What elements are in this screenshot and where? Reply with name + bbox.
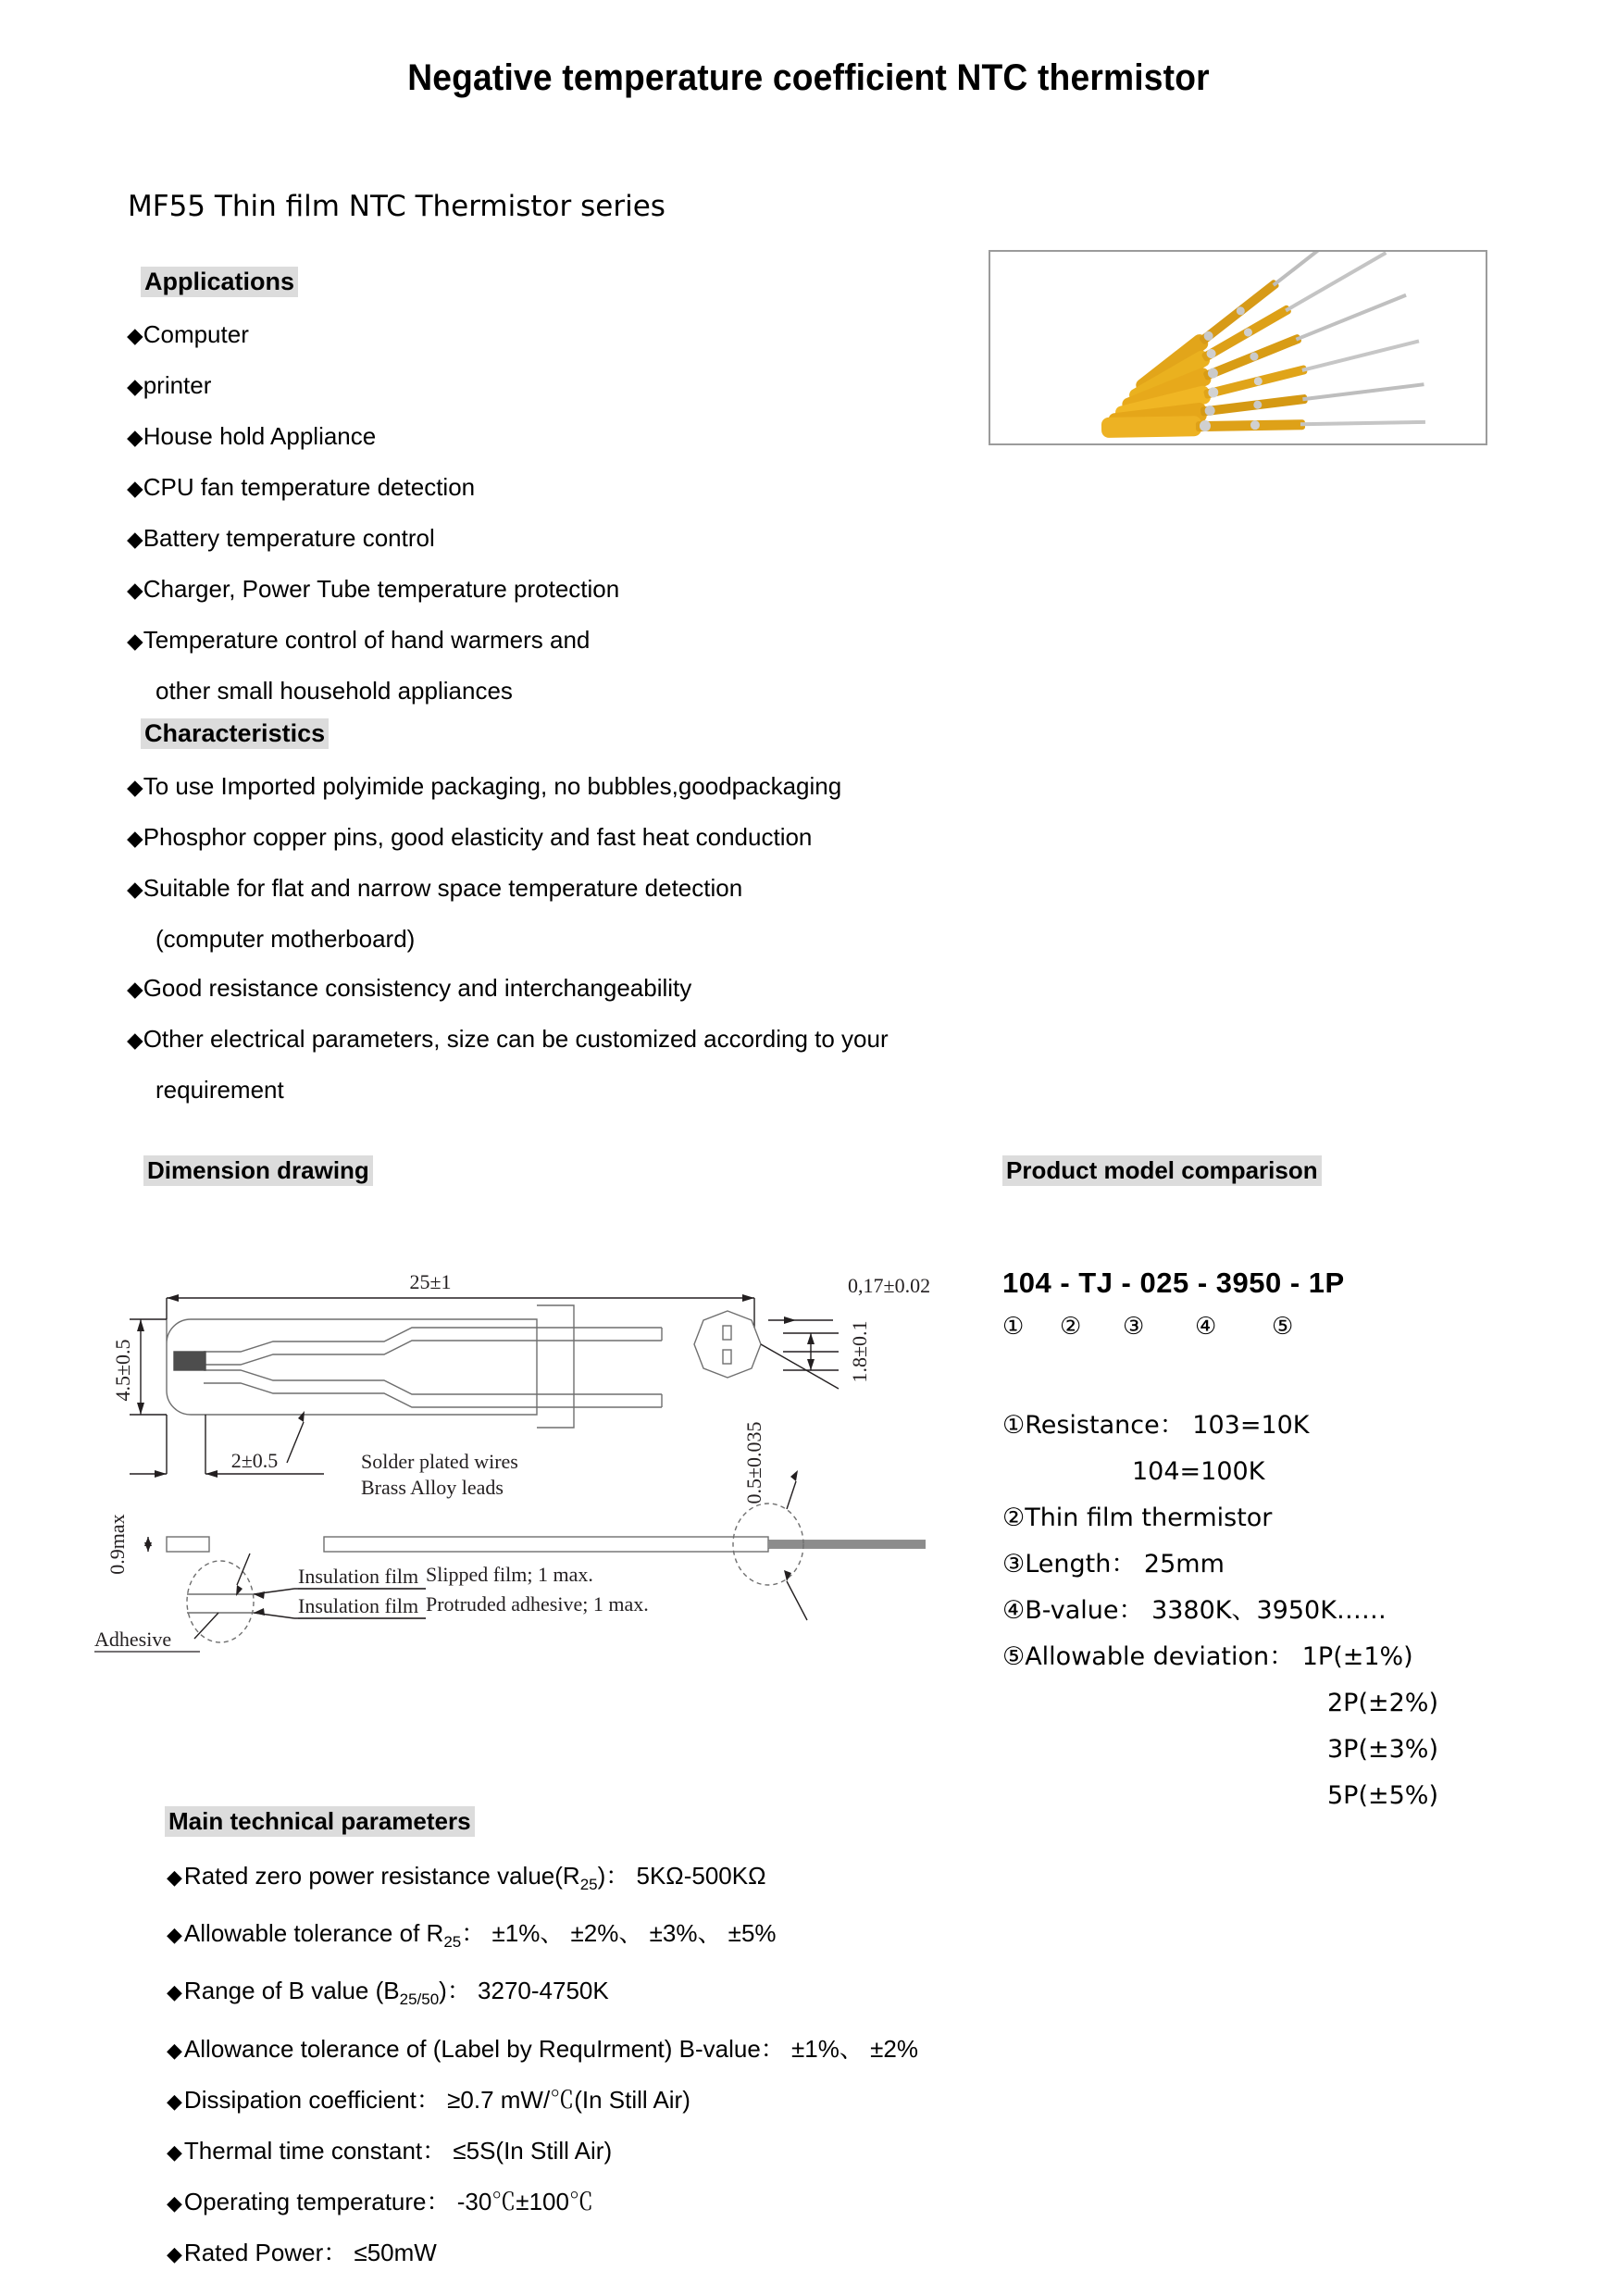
dim-label-lead-diameter: 0,17±0.02 [848, 1274, 931, 1297]
characteristic-item-label: Other electrical parameters, size can be customized according to your [143, 1025, 889, 1053]
technical-parameter-item [167, 1852, 918, 1909]
model-marker-3: ③ [1123, 1313, 1145, 1341]
characteristic-item [127, 762, 889, 813]
application-item-label: printer [143, 371, 212, 399]
model-marker-1: ① [1002, 1313, 1025, 1341]
characteristic-item-label: Suitable for flat and narrow space temperature detection [143, 874, 743, 902]
technical-parameter-item [167, 1909, 918, 1966]
technical-parameter-item [167, 2076, 918, 2127]
dim-label-insulation-film-2: Insulation film [298, 1594, 419, 1617]
application-item-label: other small household appliances [155, 677, 513, 705]
diamond-bullet-icon: ◆ [167, 2140, 182, 2165]
dimension-drawing-heading: Dimension drawing [143, 1155, 373, 1186]
technical-parameter-item [167, 2228, 918, 2279]
diamond-bullet-icon: ◆ [127, 375, 143, 399]
model-explanation-line: ③Length： 25mm [1002, 1550, 1225, 1578]
application-item [127, 361, 619, 412]
diamond-bullet-icon: ◆ [127, 978, 143, 1002]
characteristic-item [127, 1015, 889, 1066]
technical-parameter-label: Allowance tolerance of (Label by RequIrment) B-value： ±1%、 ±2% [183, 2034, 918, 2063]
dim-label-width: 4.5±0.5 [111, 1339, 134, 1402]
technical-parameter-item [167, 1966, 918, 2024]
application-item [127, 667, 619, 716]
characteristics-heading: Characteristics [141, 718, 329, 749]
model-marker-4: ④ [1195, 1313, 1217, 1341]
diamond-bullet-icon: ◆ [127, 630, 143, 654]
diamond-bullet-icon: ◆ [127, 324, 143, 348]
characteristic-item [127, 813, 889, 864]
characteristic-item-label: (computer motherboard) [155, 925, 416, 953]
diamond-bullet-icon: ◆ [127, 1029, 143, 1053]
product-photo-image [990, 252, 1486, 443]
diamond-bullet-icon: ◆ [127, 827, 143, 851]
dimension-drawing-svg [56, 1231, 981, 1750]
dim-label-offset: 2±0.5 [230, 1449, 279, 1472]
diamond-bullet-icon: ◆ [127, 426, 143, 450]
main-technical-parameters-heading: Main technical parameters [165, 1806, 475, 1837]
diamond-bullet-icon: ◆ [127, 776, 143, 800]
technical-parameter-label: Allowable tolerance of R [183, 1919, 444, 1948]
diamond-bullet-icon: ◆ [167, 2242, 182, 2266]
characteristic-item-label: Phosphor copper pins, good elasticity and fast heat conduction [143, 823, 813, 851]
technical-parameter-subscript: 25 [443, 1933, 462, 1952]
technical-parameter-item [167, 2177, 918, 2228]
dim-label-thickness-max: 0.9max [106, 1514, 129, 1575]
application-item [127, 616, 619, 667]
application-item-label: CPU fan temperature detection [143, 473, 476, 501]
dim-label-insulation-film-1: Insulation film [298, 1565, 419, 1588]
technical-parameter-label: Thermal time constant： ≤5S(In Still Air) [183, 2136, 613, 2165]
diamond-bullet-icon: ◆ [127, 477, 143, 501]
model-marker-5: ⑤ [1272, 1313, 1294, 1341]
dimension-drawing [56, 1231, 981, 1750]
diamond-bullet-icon: ◆ [167, 1866, 182, 1890]
applications-list [127, 310, 619, 716]
model-explanation-line: ⑤Allowable deviation： 1P(±1%) [1002, 1642, 1413, 1671]
model-explanation-line: 104=100K [1132, 1457, 1265, 1486]
dim-label-brass-leads: Brass Alloy leads [361, 1476, 504, 1499]
model-explanation-line: ①Resistance： 103=10K [1002, 1411, 1310, 1440]
characteristic-item [127, 1066, 889, 1115]
diamond-bullet-icon: ◆ [167, 1924, 182, 1948]
product-model-comparison-heading: Product model comparison [1002, 1155, 1322, 1186]
model-explanation-line: 3P(±3%) [1327, 1735, 1438, 1764]
application-item-label: Temperature control of hand warmers and [143, 626, 591, 654]
characteristic-item [127, 864, 889, 915]
technical-parameter-label: Range of B value (B [183, 1977, 400, 2005]
technical-parameter-subscript: 25/50 [399, 1990, 440, 2009]
diamond-bullet-icon: ◆ [127, 528, 143, 552]
dim-label-protruded-adhesive: Protruded adhesive; 1 max. [426, 1592, 649, 1616]
model-code-markers [1002, 1313, 1437, 1341]
dim-label-solder-wires: Solder plated wires [361, 1450, 518, 1473]
application-item-label: House hold Appliance [143, 422, 377, 450]
diamond-bullet-icon: ◆ [127, 579, 143, 603]
model-code: 104 - TJ - 025 - 3950 - 1P [1002, 1267, 1345, 1299]
diamond-bullet-icon: ◆ [167, 1981, 182, 2005]
main-technical-parameters-list [167, 1852, 918, 2279]
application-item [127, 310, 619, 361]
series-subtitle: MF55 Thin film NTC Thermistor series [128, 190, 665, 223]
model-explanation-line: ②Thin film thermistor [1002, 1504, 1273, 1532]
technical-parameter-label: Dissipation coefficient： ≥0.7 mW/℃(In Still Air) [183, 2085, 690, 2114]
model-explanation-line: 5P(±5%) [1327, 1781, 1438, 1810]
product-photo [989, 250, 1487, 445]
characteristic-item [127, 964, 889, 1015]
technical-parameter-value: ： ±1%、 ±2%、 ±3%、 ±5% [461, 1919, 777, 1948]
characteristic-item-label: To use Imported polyimide packaging, no bubbles,goodpackaging [143, 772, 842, 800]
technical-parameter-label: Rated Power： ≤50mW [183, 2238, 437, 2266]
diamond-bullet-icon: ◆ [127, 878, 143, 902]
technical-parameter-label: Operating temperature： -30℃±100℃ [183, 2187, 593, 2215]
application-item [127, 514, 619, 565]
dim-label-length: 25±1 [409, 1270, 452, 1293]
dim-label-adhesive: Adhesive [94, 1628, 172, 1651]
dim-label-pitch: 1.8±0.1 [848, 1320, 871, 1383]
application-item [127, 463, 619, 514]
characteristic-item [127, 915, 889, 964]
diamond-bullet-icon: ◆ [167, 2039, 182, 2063]
application-item [127, 412, 619, 463]
technical-parameter-item [167, 2127, 918, 2177]
characteristic-item-label: Good resistance consistency and interchangeability [143, 974, 692, 1002]
technical-parameter-value: )： 5KΩ-500KΩ [597, 1862, 766, 1890]
diamond-bullet-icon: ◆ [167, 2090, 182, 2114]
model-explanation-line: ④B-value： 3380K、3950K…… [1002, 1596, 1387, 1625]
page-title: Negative temperature coefficient NTC thermistor [407, 57, 1210, 98]
technical-parameter-subscript: 25 [579, 1876, 598, 1894]
application-item-label: Battery temperature control [143, 524, 435, 552]
technical-parameter-value: )： 3270-4750K [439, 1977, 609, 2005]
diamond-bullet-icon: ◆ [167, 2191, 182, 2215]
technical-parameter-label: Rated zero power resistance value(R [183, 1862, 580, 1890]
dim-label-slipped-film: Slipped film; 1 max. [426, 1563, 593, 1586]
characteristic-item-label: requirement [155, 1076, 284, 1104]
applications-heading: Applications [141, 267, 298, 297]
model-marker-2: ② [1060, 1313, 1082, 1341]
application-item [127, 565, 619, 616]
dim-label-thickness-lead: 0.5±0.035 [742, 1421, 765, 1504]
model-explanation-list [1002, 1403, 1438, 1819]
application-item-label: Charger, Power Tube temperature protection [143, 575, 620, 603]
technical-parameter-item [167, 2025, 918, 2076]
application-item-label: Computer [143, 320, 249, 348]
characteristics-list [127, 762, 889, 1115]
model-explanation-line: 2P(±2%) [1327, 1689, 1438, 1717]
